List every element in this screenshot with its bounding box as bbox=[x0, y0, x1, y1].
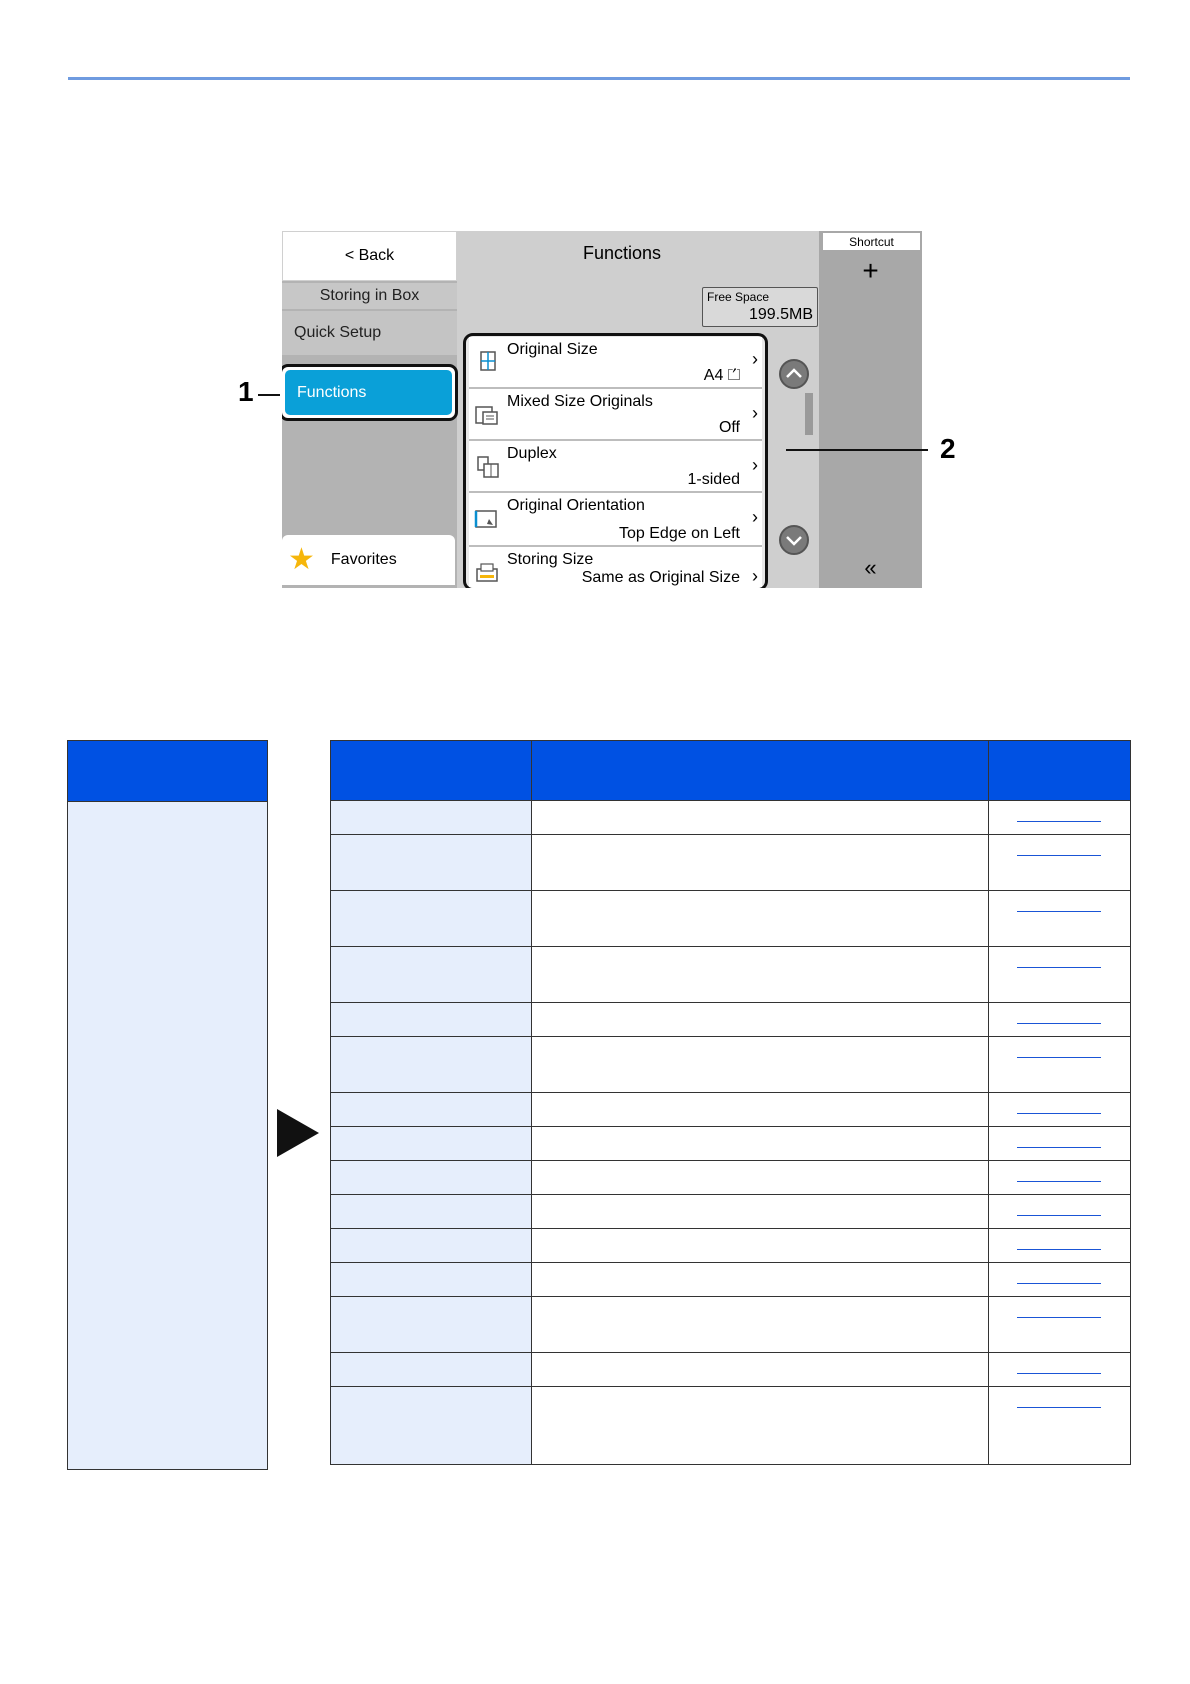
right-column bbox=[819, 231, 922, 588]
page-link[interactable] bbox=[1017, 1407, 1101, 1408]
item-value: Top Edge on Left bbox=[619, 525, 740, 542]
page-title: Functions bbox=[582, 243, 662, 263]
free-space-label: Free Space bbox=[707, 290, 770, 304]
table-cell bbox=[989, 1229, 1131, 1263]
list-item[interactable] bbox=[469, 493, 762, 547]
item-value: Same as Original Size bbox=[581, 569, 740, 586]
functions-tab[interactable] bbox=[282, 364, 458, 421]
table-cell bbox=[532, 1353, 989, 1387]
item-name: Original Orientation bbox=[507, 497, 645, 514]
table-cell bbox=[532, 947, 989, 1003]
table-cell bbox=[532, 1037, 989, 1093]
table-cell bbox=[989, 1127, 1131, 1161]
function-list bbox=[463, 333, 768, 588]
table-cell bbox=[331, 1195, 532, 1229]
left-table bbox=[67, 740, 268, 1470]
table-row bbox=[331, 891, 1131, 947]
chevron-right-icon: › bbox=[752, 455, 758, 475]
table-row bbox=[331, 1195, 1131, 1229]
table-row bbox=[331, 1037, 1131, 1093]
table-cell bbox=[331, 1037, 532, 1093]
table-cell bbox=[331, 1161, 532, 1195]
favorites-label: Favorites bbox=[330, 551, 397, 568]
table-cell bbox=[989, 891, 1131, 947]
page-link[interactable] bbox=[1017, 1283, 1101, 1284]
page-link[interactable] bbox=[1017, 1113, 1101, 1114]
duplex-icon bbox=[473, 455, 501, 479]
table-cell bbox=[989, 1263, 1131, 1297]
star-icon: ★ bbox=[288, 543, 315, 576]
header-cell bbox=[331, 741, 532, 801]
table-cell bbox=[532, 1093, 989, 1127]
item-name: Original Size bbox=[507, 341, 598, 358]
back-button[interactable]: < Back bbox=[282, 231, 457, 281]
scroll-up-button[interactable] bbox=[779, 359, 809, 389]
scroll-down-button[interactable] bbox=[779, 525, 809, 555]
table-cell bbox=[331, 947, 532, 1003]
table-cell bbox=[532, 835, 989, 891]
chevron-right-icon: › bbox=[752, 403, 758, 423]
table-cell bbox=[989, 1161, 1131, 1195]
functions-tab-label: Functions bbox=[285, 370, 452, 415]
item-name: Storing Size bbox=[507, 551, 594, 568]
favorites-button[interactable] bbox=[282, 535, 455, 585]
table-row bbox=[331, 1127, 1131, 1161]
table-cell bbox=[989, 947, 1131, 1003]
table-cell bbox=[331, 1003, 532, 1037]
table-cell bbox=[989, 1037, 1131, 1093]
item-value: Off bbox=[718, 419, 740, 436]
table-cell bbox=[331, 891, 532, 947]
orientation-icon bbox=[473, 507, 501, 531]
table-cell bbox=[532, 1263, 989, 1297]
table-cell bbox=[532, 801, 989, 835]
page-link[interactable] bbox=[1017, 1057, 1101, 1058]
page-link[interactable] bbox=[1017, 1215, 1101, 1216]
table-row bbox=[331, 1353, 1131, 1387]
collapse-button[interactable]: « bbox=[864, 555, 877, 580]
right-arrow-icon bbox=[277, 1109, 319, 1157]
page-link[interactable] bbox=[1017, 855, 1101, 856]
table-cell bbox=[532, 1195, 989, 1229]
chevron-right-icon: › bbox=[752, 566, 758, 586]
table-cell bbox=[532, 1229, 989, 1263]
add-shortcut-button[interactable]: + bbox=[862, 255, 879, 286]
storing-in-box-label: Storing in Box bbox=[282, 283, 457, 309]
table-cell bbox=[989, 801, 1131, 835]
page-link[interactable] bbox=[1017, 1181, 1101, 1182]
table-row bbox=[331, 1387, 1131, 1465]
table-cell bbox=[331, 1229, 532, 1263]
free-space-value: 199.5MB bbox=[748, 306, 813, 323]
table-cell bbox=[331, 801, 532, 835]
scrollbar-thumb[interactable] bbox=[805, 393, 813, 435]
table-row bbox=[331, 1297, 1131, 1353]
list-item[interactable] bbox=[469, 441, 762, 493]
table-cell bbox=[989, 835, 1131, 891]
top-rule bbox=[68, 77, 1130, 80]
table-cell bbox=[331, 1297, 532, 1353]
list-item[interactable] bbox=[469, 337, 762, 389]
item-name: Mixed Size Originals bbox=[507, 393, 653, 410]
page-link[interactable] bbox=[1017, 821, 1101, 822]
table-row bbox=[331, 835, 1131, 891]
item-value: A4 ⏍ bbox=[703, 367, 740, 384]
table-cell bbox=[532, 1297, 989, 1353]
page-link[interactable] bbox=[1017, 1249, 1101, 1250]
table-row bbox=[331, 801, 1131, 835]
callout-2: 2 bbox=[940, 433, 956, 464]
table-row bbox=[331, 947, 1131, 1003]
free-space-box bbox=[702, 287, 818, 327]
table-row bbox=[331, 1161, 1131, 1195]
mixed-size-icon bbox=[473, 403, 501, 427]
page-link[interactable] bbox=[1017, 967, 1101, 968]
table-cell bbox=[331, 1353, 532, 1387]
chevron-right-icon: › bbox=[752, 349, 758, 369]
page-link[interactable] bbox=[1017, 1373, 1101, 1374]
list-item[interactable] bbox=[469, 389, 762, 441]
header-cell bbox=[989, 741, 1131, 801]
table-header-row bbox=[331, 741, 1131, 801]
table-cell bbox=[331, 1263, 532, 1297]
table-cell bbox=[989, 1003, 1131, 1037]
table-row bbox=[331, 1003, 1131, 1037]
table-cell bbox=[331, 1093, 532, 1127]
item-value: 1-sided bbox=[687, 471, 740, 488]
original-size-icon bbox=[473, 349, 501, 373]
table-cell bbox=[532, 1003, 989, 1037]
table-cell bbox=[989, 1387, 1131, 1465]
page-link[interactable] bbox=[1017, 1317, 1101, 1318]
left-column bbox=[282, 231, 457, 588]
table-cell bbox=[532, 1161, 989, 1195]
shortcut-label: Shortcut bbox=[823, 233, 920, 250]
screen-panel bbox=[282, 231, 922, 588]
table-cell bbox=[989, 1353, 1131, 1387]
chevron-right-icon: › bbox=[752, 507, 758, 527]
page-link[interactable] bbox=[1017, 1023, 1101, 1024]
chevron-down-icon bbox=[781, 527, 807, 553]
table-row bbox=[331, 1093, 1131, 1127]
storing-size-icon bbox=[473, 561, 501, 585]
quick-setup-tab[interactable]: Quick Setup bbox=[282, 311, 457, 355]
table-cell bbox=[532, 891, 989, 947]
callout-1: 1 bbox=[238, 376, 254, 407]
list-item[interactable] bbox=[469, 547, 762, 588]
item-name: Duplex bbox=[507, 445, 557, 462]
table-cell bbox=[532, 1127, 989, 1161]
callout-1-line bbox=[258, 394, 280, 396]
table-row bbox=[331, 1229, 1131, 1263]
table-cell bbox=[989, 1297, 1131, 1353]
header-cell bbox=[532, 741, 989, 801]
left-table-header bbox=[68, 741, 267, 802]
table-cell bbox=[532, 1387, 989, 1465]
table-cell bbox=[331, 835, 532, 891]
function-table bbox=[330, 740, 1131, 1465]
table-cell bbox=[989, 1093, 1131, 1127]
table-cell bbox=[989, 1195, 1131, 1229]
table-cell bbox=[331, 1127, 532, 1161]
table-cell bbox=[331, 1387, 532, 1465]
page-link[interactable] bbox=[1017, 1147, 1101, 1148]
page-link[interactable] bbox=[1017, 911, 1101, 912]
table-row bbox=[331, 1263, 1131, 1297]
callout-2-line bbox=[786, 449, 928, 451]
chevron-up-icon bbox=[781, 361, 807, 387]
